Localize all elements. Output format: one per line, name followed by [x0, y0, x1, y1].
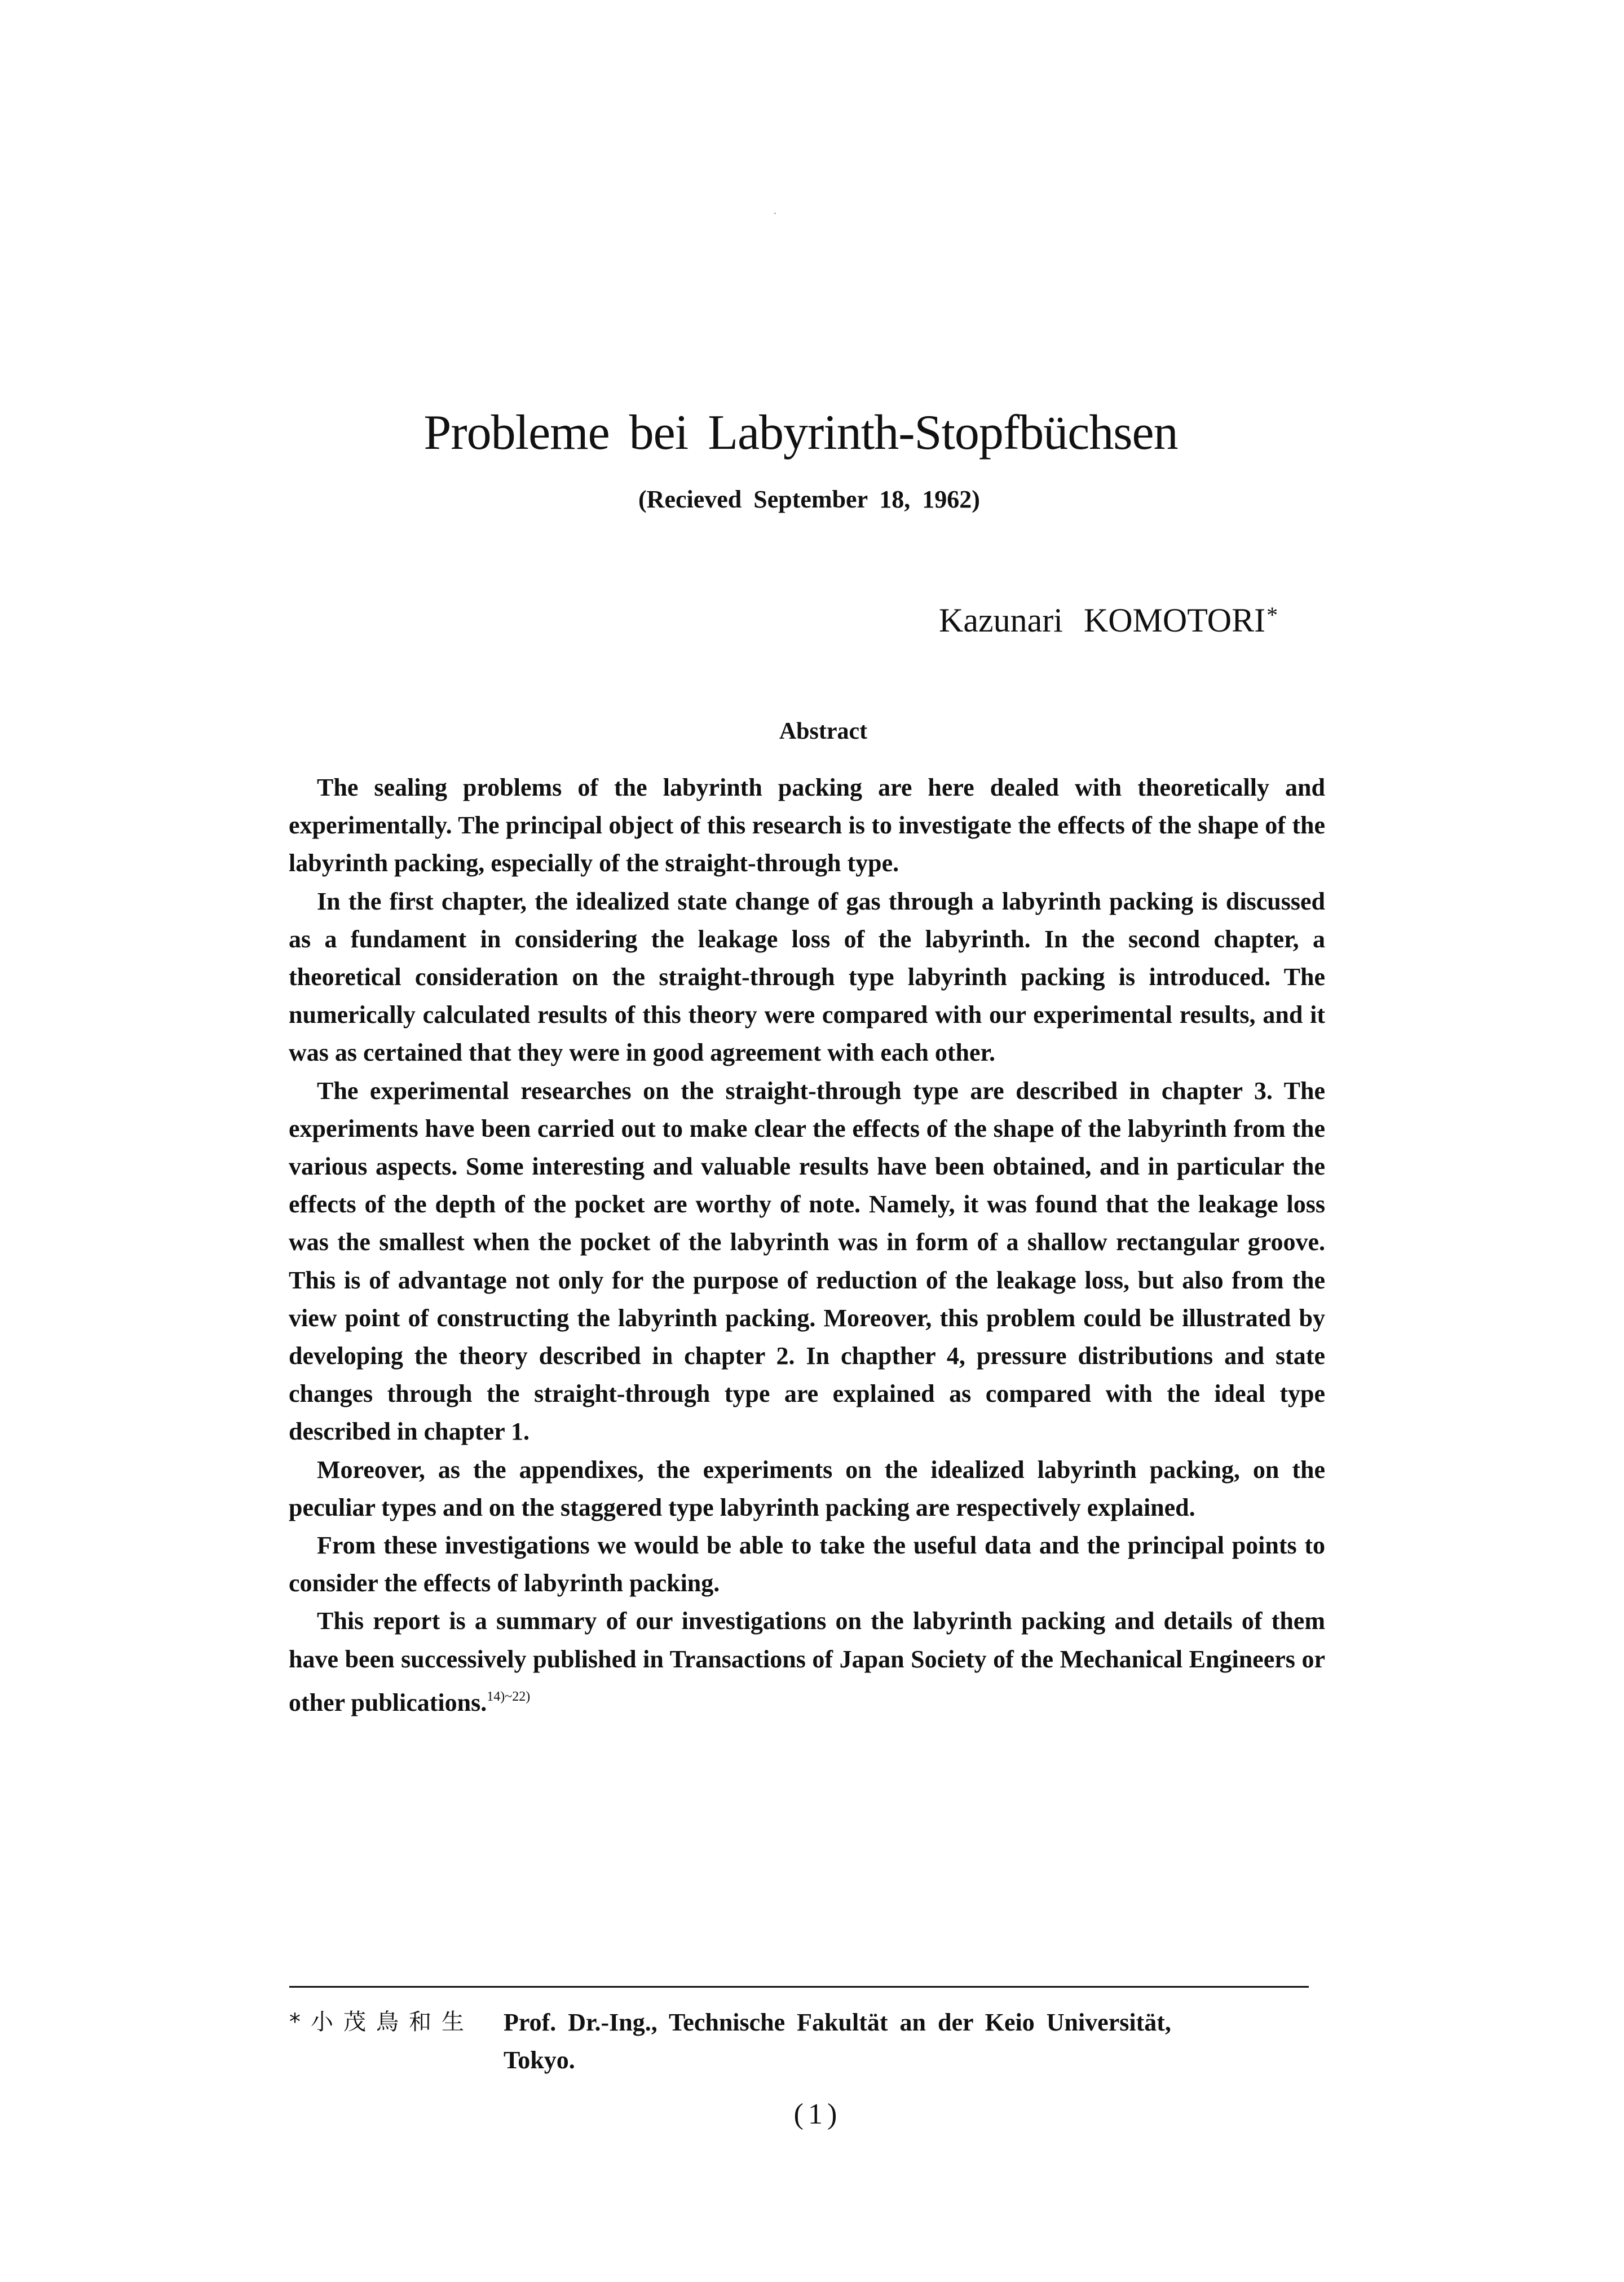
author-line — [939, 595, 1278, 641]
abstract-paragraph: The sealing problems of the labyrinth packing are here dealed with theoretically and experimentally. The principal object of this research is to investigate the effects of the shape of the labyrinth packing, especially of the straight-through type. — [289, 774, 1325, 877]
footnote-row — [289, 2041, 1327, 2079]
abstract-body — [289, 769, 1325, 1722]
page-number: (1) — [793, 2098, 842, 2130]
footnote — [289, 2003, 1327, 2079]
abstract-paragraph: Moreover, as the appendixes, the experiments on the idealized labyrinth packing, on the peculiar types and on the staggered type labyrinth packing are respectively explained. — [289, 1455, 1325, 1521]
paper-title: Probleme bei Labyrinth-Stopfbüchsen — [423, 405, 1178, 460]
author-footnote-mark: * — [1266, 602, 1278, 628]
footnote-author-kanji: *小茂鳥和生 — [289, 2009, 474, 2035]
footnote-row — [289, 2003, 1327, 2041]
abstract-heading: Abstract — [779, 718, 868, 744]
abstract-paragraph-text: This report is a summary of our investigations on the labyrinth packing and details of them have been successively published in Transactions of Japan Society of the Mechanical Engineers or other publications. — [289, 1607, 1325, 1716]
abstract-paragraph: From these investigations we would be able to take the useful data and the principal points to consider the effects of labyrinth packing. — [289, 1531, 1325, 1597]
scan-speck — [774, 213, 776, 214]
footnote-rule — [289, 1986, 1309, 1988]
received-date: (Recieved September 18, 1962) — [638, 485, 980, 513]
footnote-affiliation: Prof. Dr.-Ing., Technische Fakultät an der Keio Universität, — [504, 2009, 1171, 2036]
abstract-paragraph-last — [289, 1602, 1325, 1722]
abstract-paragraph: In the first chapter, the idealized state change of gas through a labyrinth packing is discussed as a fundament in considering the leakage loss of the labyrinth. In the second chapter, a theoretical consideration on the straight-through type labyrinth packing is introduced. The numerically calculated results of this theory were compared with our experimental results, and it was as certained that they were in good agreement with each other. — [289, 887, 1325, 1067]
reference-superscript: 14)~22) — [487, 1689, 531, 1704]
author-name: Kazunari KOMOTORI — [939, 602, 1266, 639]
footnote-spacer — [289, 2041, 504, 2079]
footnote-city: Tokyo. — [504, 2046, 575, 2074]
abstract-paragraph: The experimental researches on the straight-through type are described in chapter 3. The experiments have been carried out to make clear the effects of the shape of the labyrinth from the various aspects. Some interesting and valuable results have been obtained, and in particular the effects of the depth of the pocket are worthy of note. Namely, it was found that the leakage loss was the smallest when the pocket of the labyrinth was in form of a shallow rectangular groove. This is of advantage not only for the purpose of reduction of the leakage loss, but also from the view point of constructing the labyrinth packing. Moreover, this problem could be illustrated by developing the theory described in chapter 2. In chapther 4, pressure distributions and state changes through the straight-through type are explained as compared with the ideal type described in chapter 1. — [289, 1076, 1325, 1446]
